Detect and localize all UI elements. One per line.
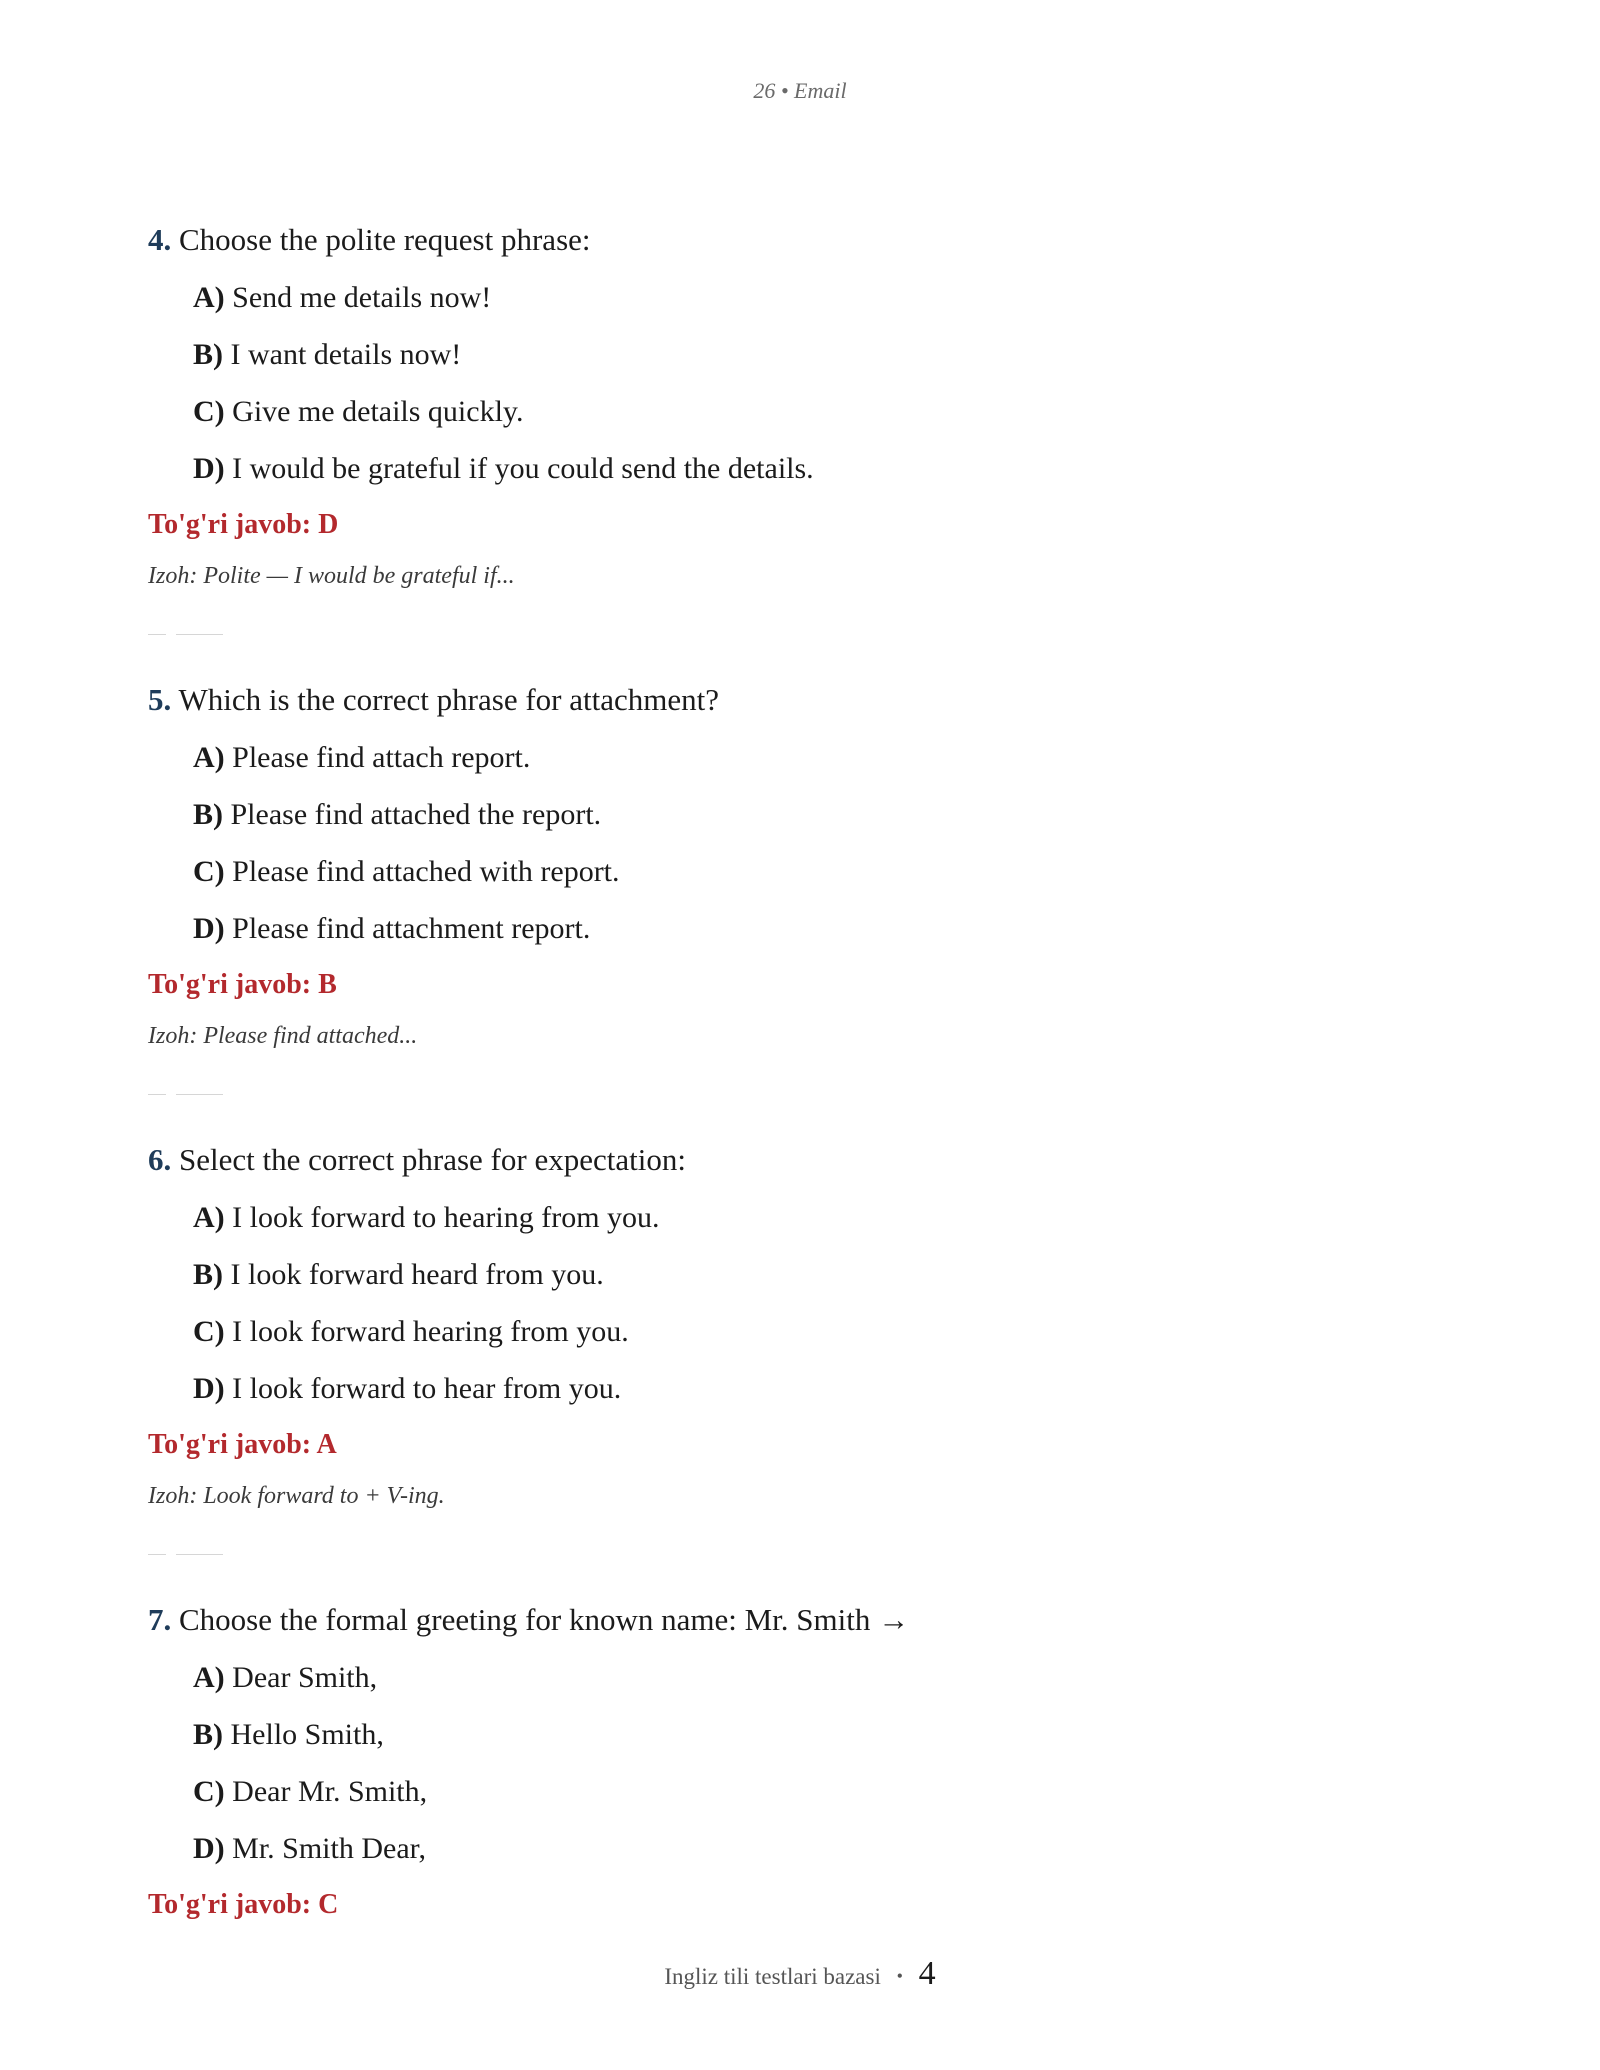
option-d	[193, 1369, 1448, 1409]
question-text: Choose the formal greeting for known name: Mr. Smith →	[179, 1602, 910, 1637]
page-footer	[0, 1955, 1600, 1993]
option-letter: C)	[193, 1775, 225, 1808]
option-text: Give me details quickly.	[232, 395, 524, 428]
correct-answer: To'g'ri javob: A	[148, 1429, 337, 1460]
option-text: I would be grateful if you could send the details.	[232, 452, 814, 485]
option-letter: A)	[193, 1201, 225, 1234]
option-letter: B)	[193, 338, 223, 371]
option-a	[193, 1658, 1448, 1698]
option-text: Please find attached with report.	[232, 855, 620, 888]
explanation-note: Izoh: Please find attached...	[148, 1023, 418, 1049]
section-divider	[148, 1094, 223, 1095]
option-b	[193, 795, 1448, 835]
option-letter: C)	[193, 1315, 225, 1348]
option-letter: D)	[193, 1372, 225, 1405]
option-c	[193, 1312, 1448, 1352]
correct-answer: To'g'ri javob: B	[148, 969, 337, 1000]
option-letter: C)	[193, 855, 225, 888]
explanation-note: Izoh: Polite — I would be grateful if...	[148, 563, 515, 589]
section-divider	[148, 634, 223, 635]
question-number: 5.	[148, 682, 172, 717]
explanation-note: Izoh: Look forward to + V-ing.	[148, 1483, 445, 1509]
option-text: Dear Mr. Smith,	[232, 1775, 428, 1808]
question-text: Choose the polite request phrase:	[179, 222, 591, 257]
option-b	[193, 1715, 1448, 1755]
page-number: 4	[918, 1955, 936, 1992]
page-header: 26 • Email	[753, 78, 847, 103]
question-number: 6.	[148, 1142, 172, 1177]
option-letter: D)	[193, 452, 225, 485]
section-divider	[148, 1554, 223, 1555]
footer-separator: •	[896, 1966, 903, 1986]
option-text: I look forward heard from you.	[230, 1258, 604, 1291]
question-6	[148, 1140, 1448, 1512]
option-text: Please find attached the report.	[230, 798, 602, 831]
option-d	[193, 449, 1448, 489]
option-text: Please find attach report.	[232, 741, 531, 774]
option-text: I want details now!	[230, 338, 462, 371]
correct-answer: To'g'ri javob: D	[148, 509, 339, 540]
option-text: I look forward to hearing from you.	[232, 1201, 660, 1234]
option-text: Hello Smith,	[230, 1718, 384, 1751]
question-text: Select the correct phrase for expectation:	[179, 1142, 686, 1177]
option-c	[193, 392, 1448, 432]
option-c	[193, 852, 1448, 892]
option-a	[193, 738, 1448, 778]
option-letter: A)	[193, 741, 225, 774]
option-letter: B)	[193, 798, 223, 831]
option-letter: D)	[193, 912, 225, 945]
option-letter: C)	[193, 395, 225, 428]
question-7	[148, 1600, 1448, 1923]
option-text: Mr. Smith Dear,	[232, 1832, 426, 1865]
correct-answer: To'g'ri javob: C	[148, 1889, 339, 1920]
question-5	[148, 680, 1448, 1052]
option-a	[193, 278, 1448, 318]
option-text: Send me details now!	[232, 281, 492, 314]
question-4	[148, 220, 1448, 592]
option-letter: B)	[193, 1258, 223, 1291]
option-a	[193, 1198, 1448, 1238]
option-c	[193, 1772, 1448, 1812]
option-letter: B)	[193, 1718, 223, 1751]
option-letter: A)	[193, 281, 225, 314]
question-number: 7.	[148, 1602, 172, 1637]
option-text: I look forward to hear from you.	[232, 1372, 622, 1405]
question-number: 4.	[148, 222, 172, 257]
option-text: Dear Smith,	[232, 1661, 378, 1694]
option-d	[193, 1829, 1448, 1869]
question-text: Which is the correct phrase for attachment?	[178, 682, 719, 717]
option-text: Please find attachment report.	[232, 912, 591, 945]
option-letter: D)	[193, 1832, 225, 1865]
footer-title: Ingliz tili testlari bazasi	[664, 1964, 881, 1989]
option-text: I look forward hearing from you.	[232, 1315, 629, 1348]
questions-list	[148, 220, 1448, 1940]
option-b	[193, 335, 1448, 375]
option-b	[193, 1255, 1448, 1295]
option-d	[193, 909, 1448, 949]
option-letter: A)	[193, 1661, 225, 1694]
